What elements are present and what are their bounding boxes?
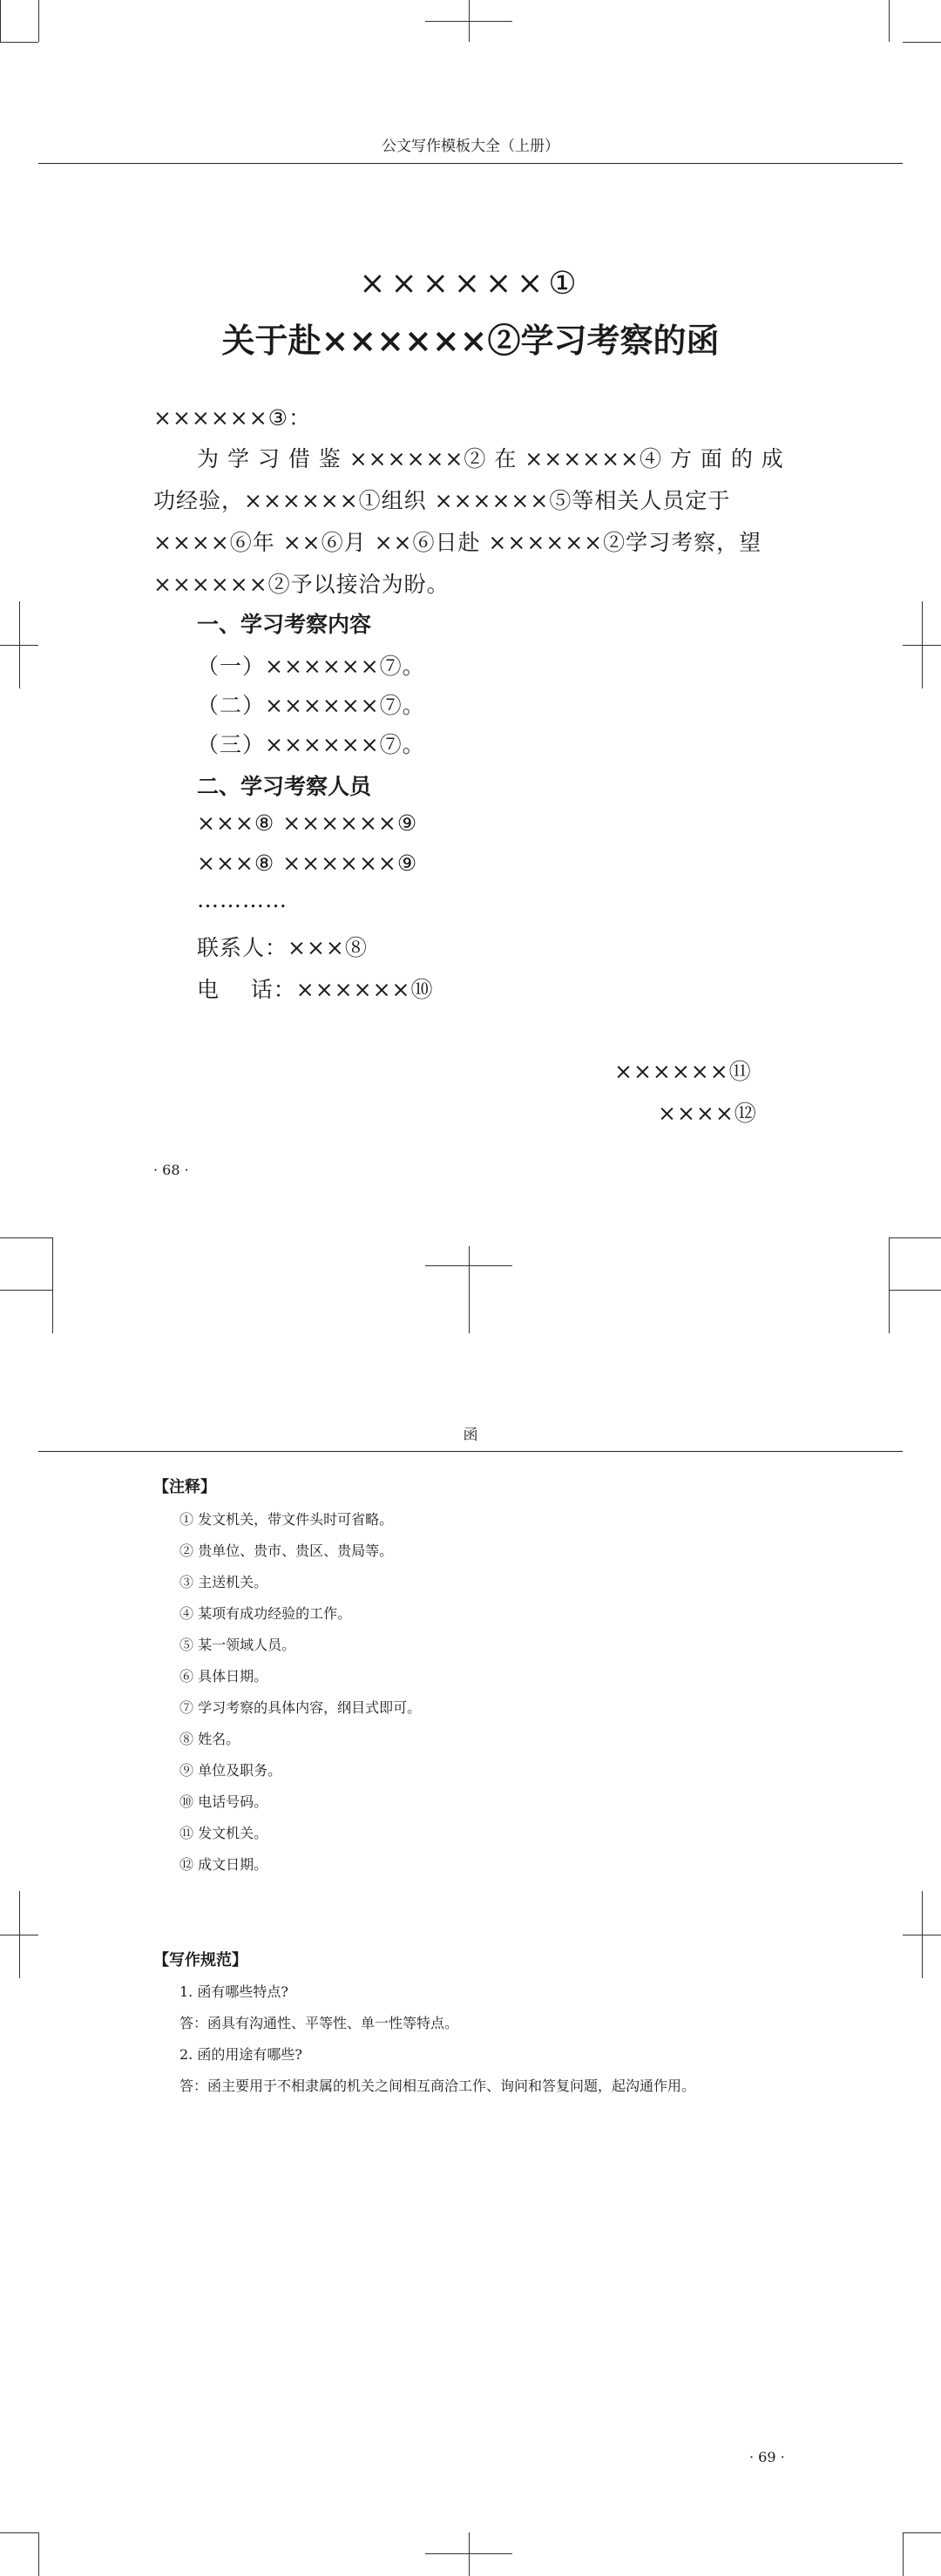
note-item: ① 发文机关，带文件头时可省略。 bbox=[179, 1511, 394, 1528]
signature-org: ××××××⑪ bbox=[614, 1059, 752, 1084]
norm-question: 2. 函的用途有哪些? bbox=[179, 2046, 302, 2063]
salutation: ××××××③： bbox=[153, 405, 312, 430]
paragraph-line: ××××⑥年 ××⑥月 ××⑥日赴 ××××××②学习考察，望 bbox=[153, 530, 762, 555]
ellipsis: ………… bbox=[197, 887, 288, 912]
header-rule bbox=[38, 1451, 903, 1452]
list-item: （三）××××××⑦。 bbox=[197, 732, 425, 757]
contact-line: 联系人：×××⑧ bbox=[197, 935, 368, 960]
note-item: ⑨ 单位及职务。 bbox=[179, 1762, 282, 1779]
page-number: · 69 · bbox=[749, 2449, 785, 2465]
section-heading: 二、学习考察人员 bbox=[197, 774, 372, 799]
list-item: （二）××××××⑦。 bbox=[197, 693, 425, 718]
norms-title: 【写作规范】 bbox=[153, 1951, 247, 1969]
section-heading: 一、学习考察内容 bbox=[197, 612, 372, 637]
note-item: ⑤ 某一领域人员。 bbox=[179, 1637, 296, 1653]
notes-title: 【注释】 bbox=[153, 1478, 216, 1496]
paragraph-line: ××××××②予以接洽为盼。 bbox=[153, 572, 450, 597]
note-item: ⑥ 具体日期。 bbox=[179, 1668, 268, 1685]
running-header: 函 bbox=[463, 1427, 478, 1444]
document-title: 关于赴××××××②学习考察的函 bbox=[221, 321, 720, 360]
note-item: ⑪ 发文机关。 bbox=[179, 1825, 268, 1841]
note-item: ⑩ 电话号码。 bbox=[179, 1793, 268, 1810]
list-item: ×××⑧ ××××××⑨ bbox=[197, 810, 418, 836]
paragraph-line: 功经验，××××××①组织 ××××××⑤等相关人员定于 bbox=[153, 488, 731, 513]
page-number: · 68 · bbox=[153, 1162, 189, 1178]
note-item: ④ 某项有成功经验的工作。 bbox=[179, 1605, 352, 1622]
phone-line: 电 话：××××××⑩ bbox=[197, 977, 434, 1002]
note-item: ⑧ 姓名。 bbox=[179, 1731, 240, 1747]
header-rule bbox=[38, 163, 903, 164]
note-item: ② 贵单位、贵市、贵区、贵局等。 bbox=[179, 1542, 394, 1559]
note-item: ⑦ 学习考察的具体内容，纲目式即可。 bbox=[179, 1699, 422, 1716]
paragraph-line: 为 学 习 借 鉴 ××××××② 在 ××××××④ 方 面 的 成 bbox=[197, 446, 784, 471]
note-item: ⑫ 成文日期。 bbox=[179, 1856, 268, 1873]
norm-answer: 答：函主要用于不相隶属的机关之间相互商洽工作、询问和答复问题，起沟通作用。 bbox=[179, 2078, 696, 2094]
note-item: ③ 主送机关。 bbox=[179, 1574, 268, 1590]
norm-question: 1. 函有哪些特点? bbox=[179, 1983, 288, 2000]
running-header: 公文写作模板大全（上册） bbox=[382, 138, 559, 155]
list-item: ×××⑧ ××××××⑨ bbox=[197, 851, 418, 876]
list-item: （一）××××××⑦。 bbox=[197, 654, 425, 679]
signature-date: ××××⑫ bbox=[658, 1101, 757, 1126]
document-title-org: ××××××① bbox=[359, 266, 582, 302]
norm-answer: 答：函具有沟通性、平等性、单一性等特点。 bbox=[179, 2015, 459, 2031]
